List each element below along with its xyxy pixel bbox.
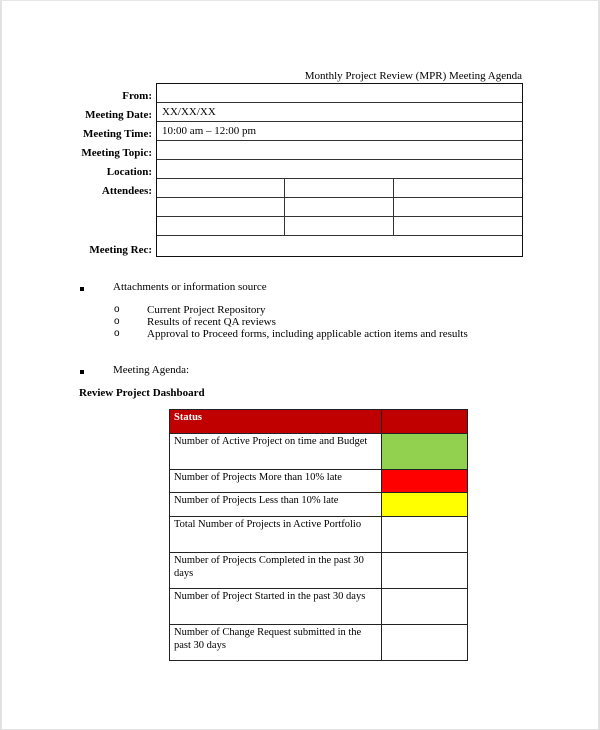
- value-cell[interactable]: [382, 517, 467, 552]
- attendees-row: [157, 179, 522, 198]
- meeting-rec-field[interactable]: [157, 236, 522, 256]
- meeting-time-field[interactable]: [157, 122, 522, 141]
- dashboard-row: [170, 517, 467, 553]
- status-header: Status: [170, 410, 382, 433]
- row-label: Number of Projects Less than 10% late: [170, 493, 382, 516]
- attendee-cell[interactable]: [285, 179, 394, 197]
- dashboard-row: [170, 625, 467, 660]
- row-label: Number of Projects Completed in the past 30 days: [170, 553, 382, 588]
- meeting-date-field[interactable]: [157, 103, 522, 122]
- meeting-time-label: Meeting Time:: [83, 128, 152, 140]
- meeting-date-value: XX/XX/XX: [162, 106, 216, 118]
- meeting-rec-label: Meeting Rec:: [89, 244, 152, 256]
- from-label: From:: [122, 90, 152, 102]
- attendee-cell[interactable]: [394, 198, 522, 216]
- attendee-cell[interactable]: [157, 179, 285, 197]
- meeting-topic-label: Meeting Topic:: [81, 147, 152, 159]
- row-label: Number of Project Started in the past 30 days: [170, 589, 382, 624]
- circle-bullet-icon: o: [114, 328, 120, 339]
- meeting-topic-field[interactable]: [157, 141, 522, 160]
- meeting-info-table: [156, 83, 523, 257]
- attendees-row: [157, 198, 522, 217]
- from-field[interactable]: [157, 84, 522, 103]
- location-field[interactable]: [157, 160, 522, 179]
- attendee-cell[interactable]: [394, 217, 522, 235]
- attendee-cell[interactable]: [157, 217, 285, 235]
- status-red-cell[interactable]: [382, 470, 467, 492]
- circle-bullet-icon: o: [114, 304, 120, 315]
- dashboard-row: [170, 553, 467, 589]
- dashboard-table: [169, 409, 468, 661]
- square-bullet-icon: [80, 287, 84, 291]
- dashboard-header-row: [170, 410, 467, 434]
- meeting-date-label: Meeting Date:: [85, 109, 152, 121]
- bullet-attachments: Attachments or information source: [113, 281, 267, 293]
- value-cell[interactable]: [382, 553, 467, 588]
- value-cell[interactable]: [382, 589, 467, 624]
- dashboard-row: [170, 470, 467, 493]
- subitem-repository: Current Project Repository: [147, 304, 266, 316]
- dashboard-row: [170, 434, 467, 470]
- row-label: Number of Active Project on time and Budget: [170, 434, 382, 469]
- status-yellow-cell[interactable]: [382, 493, 467, 516]
- attendee-cell[interactable]: [285, 217, 394, 235]
- row-label: Number of Change Request submitted in the past 30 days: [170, 625, 382, 660]
- attendee-cell[interactable]: [285, 198, 394, 216]
- bullet-meeting-agenda: Meeting Agenda:: [113, 364, 190, 376]
- location-label: Location:: [106, 166, 152, 178]
- circle-bullet-icon: o: [114, 316, 120, 327]
- row-label: Number of Projects More than 10% late: [170, 470, 382, 492]
- attendees-row: [157, 217, 522, 236]
- attendee-cell[interactable]: [157, 198, 285, 216]
- dashboard-row: [170, 493, 467, 517]
- dashboard-heading: Review Project Dashboard: [79, 387, 205, 399]
- subitem-approval-forms: Approval to Proceed forms, including applicable action items and results: [147, 328, 468, 340]
- attendee-cell[interactable]: [394, 179, 522, 197]
- status-green-cell[interactable]: [382, 434, 467, 469]
- square-bullet-icon: [80, 370, 84, 374]
- dashboard-row: [170, 589, 467, 625]
- value-cell[interactable]: [382, 625, 467, 660]
- subitem-qa-reviews: Results of recent QA reviews: [147, 316, 276, 328]
- attendees-label: Attendees:: [101, 185, 152, 197]
- document-title: Monthly Project Review (MPR) Meeting Agenda: [304, 70, 522, 82]
- meeting-time-value: 10:00 am – 12:00 pm: [162, 125, 257, 137]
- status-header-value: [382, 410, 467, 433]
- row-label: Total Number of Projects in Active Portfolio: [170, 517, 382, 552]
